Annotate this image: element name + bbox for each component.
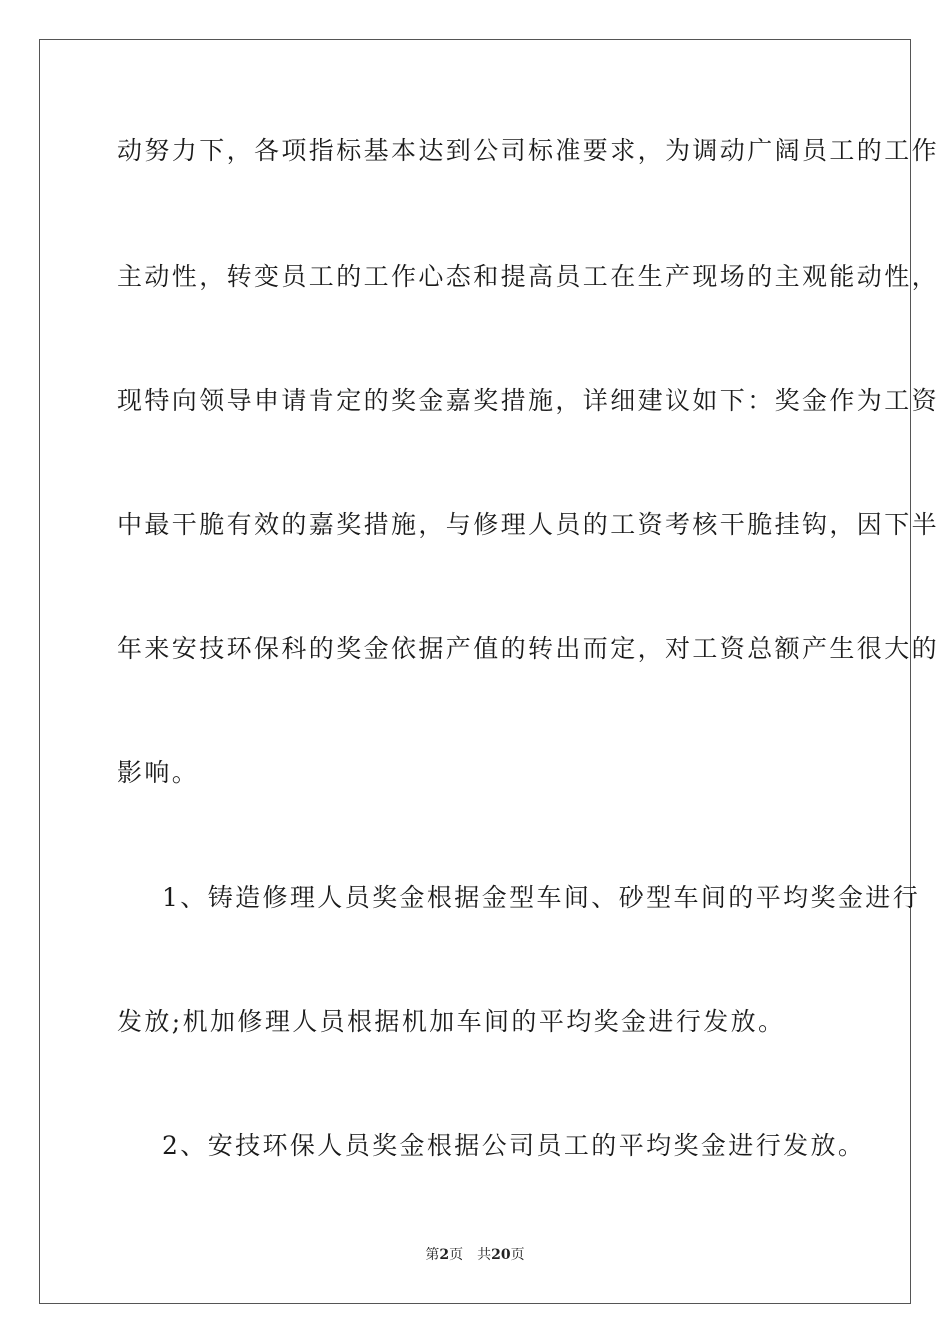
footer-page-prefix: 第 bbox=[425, 1247, 440, 1263]
page-footer bbox=[0, 1246, 950, 1264]
body-line-9: 2、安技环保人员奖金根据公司员工的平均奖金进行发放。 bbox=[162, 1131, 866, 1160]
body-line-1: 动努力下，各项指标基本达到公司标准要求，为调动广阔员工的工作 bbox=[117, 136, 940, 165]
footer-total-pages: 20 bbox=[491, 1247, 511, 1263]
body-line-7: 1、铸造修理人员奖金根据金型车间、砂型车间的平均奖金进行 bbox=[162, 883, 921, 912]
page-frame bbox=[39, 39, 940, 1304]
body-line-6: 影响。 bbox=[117, 758, 200, 787]
body-line-4: 中最干脆有效的嘉奖措施，与修理人员的工资考核干脆挂钩，因下半 bbox=[117, 510, 940, 539]
body-line-8: 发放;机加修理人员根据机加车间的平均奖金进行发放。 bbox=[117, 1007, 786, 1036]
body-line-2: 主动性，转变员工的工作心态和提高员工在生产现场的主观能动性， bbox=[117, 262, 940, 291]
body-line-3: 现特向领导申请肯定的奖金嘉奖措施，详细建议如下：奖金作为工资 bbox=[117, 386, 940, 415]
footer-total-suffix: 页 bbox=[510, 1247, 525, 1263]
body-line-5: 年来安技环保科的奖金依据产值的转出而定，对工资总额产生很大的 bbox=[117, 634, 940, 663]
footer-page-number: 2 bbox=[439, 1247, 450, 1263]
footer-total-prefix: 共 bbox=[477, 1247, 492, 1263]
footer-page-suffix: 页 bbox=[449, 1247, 464, 1263]
